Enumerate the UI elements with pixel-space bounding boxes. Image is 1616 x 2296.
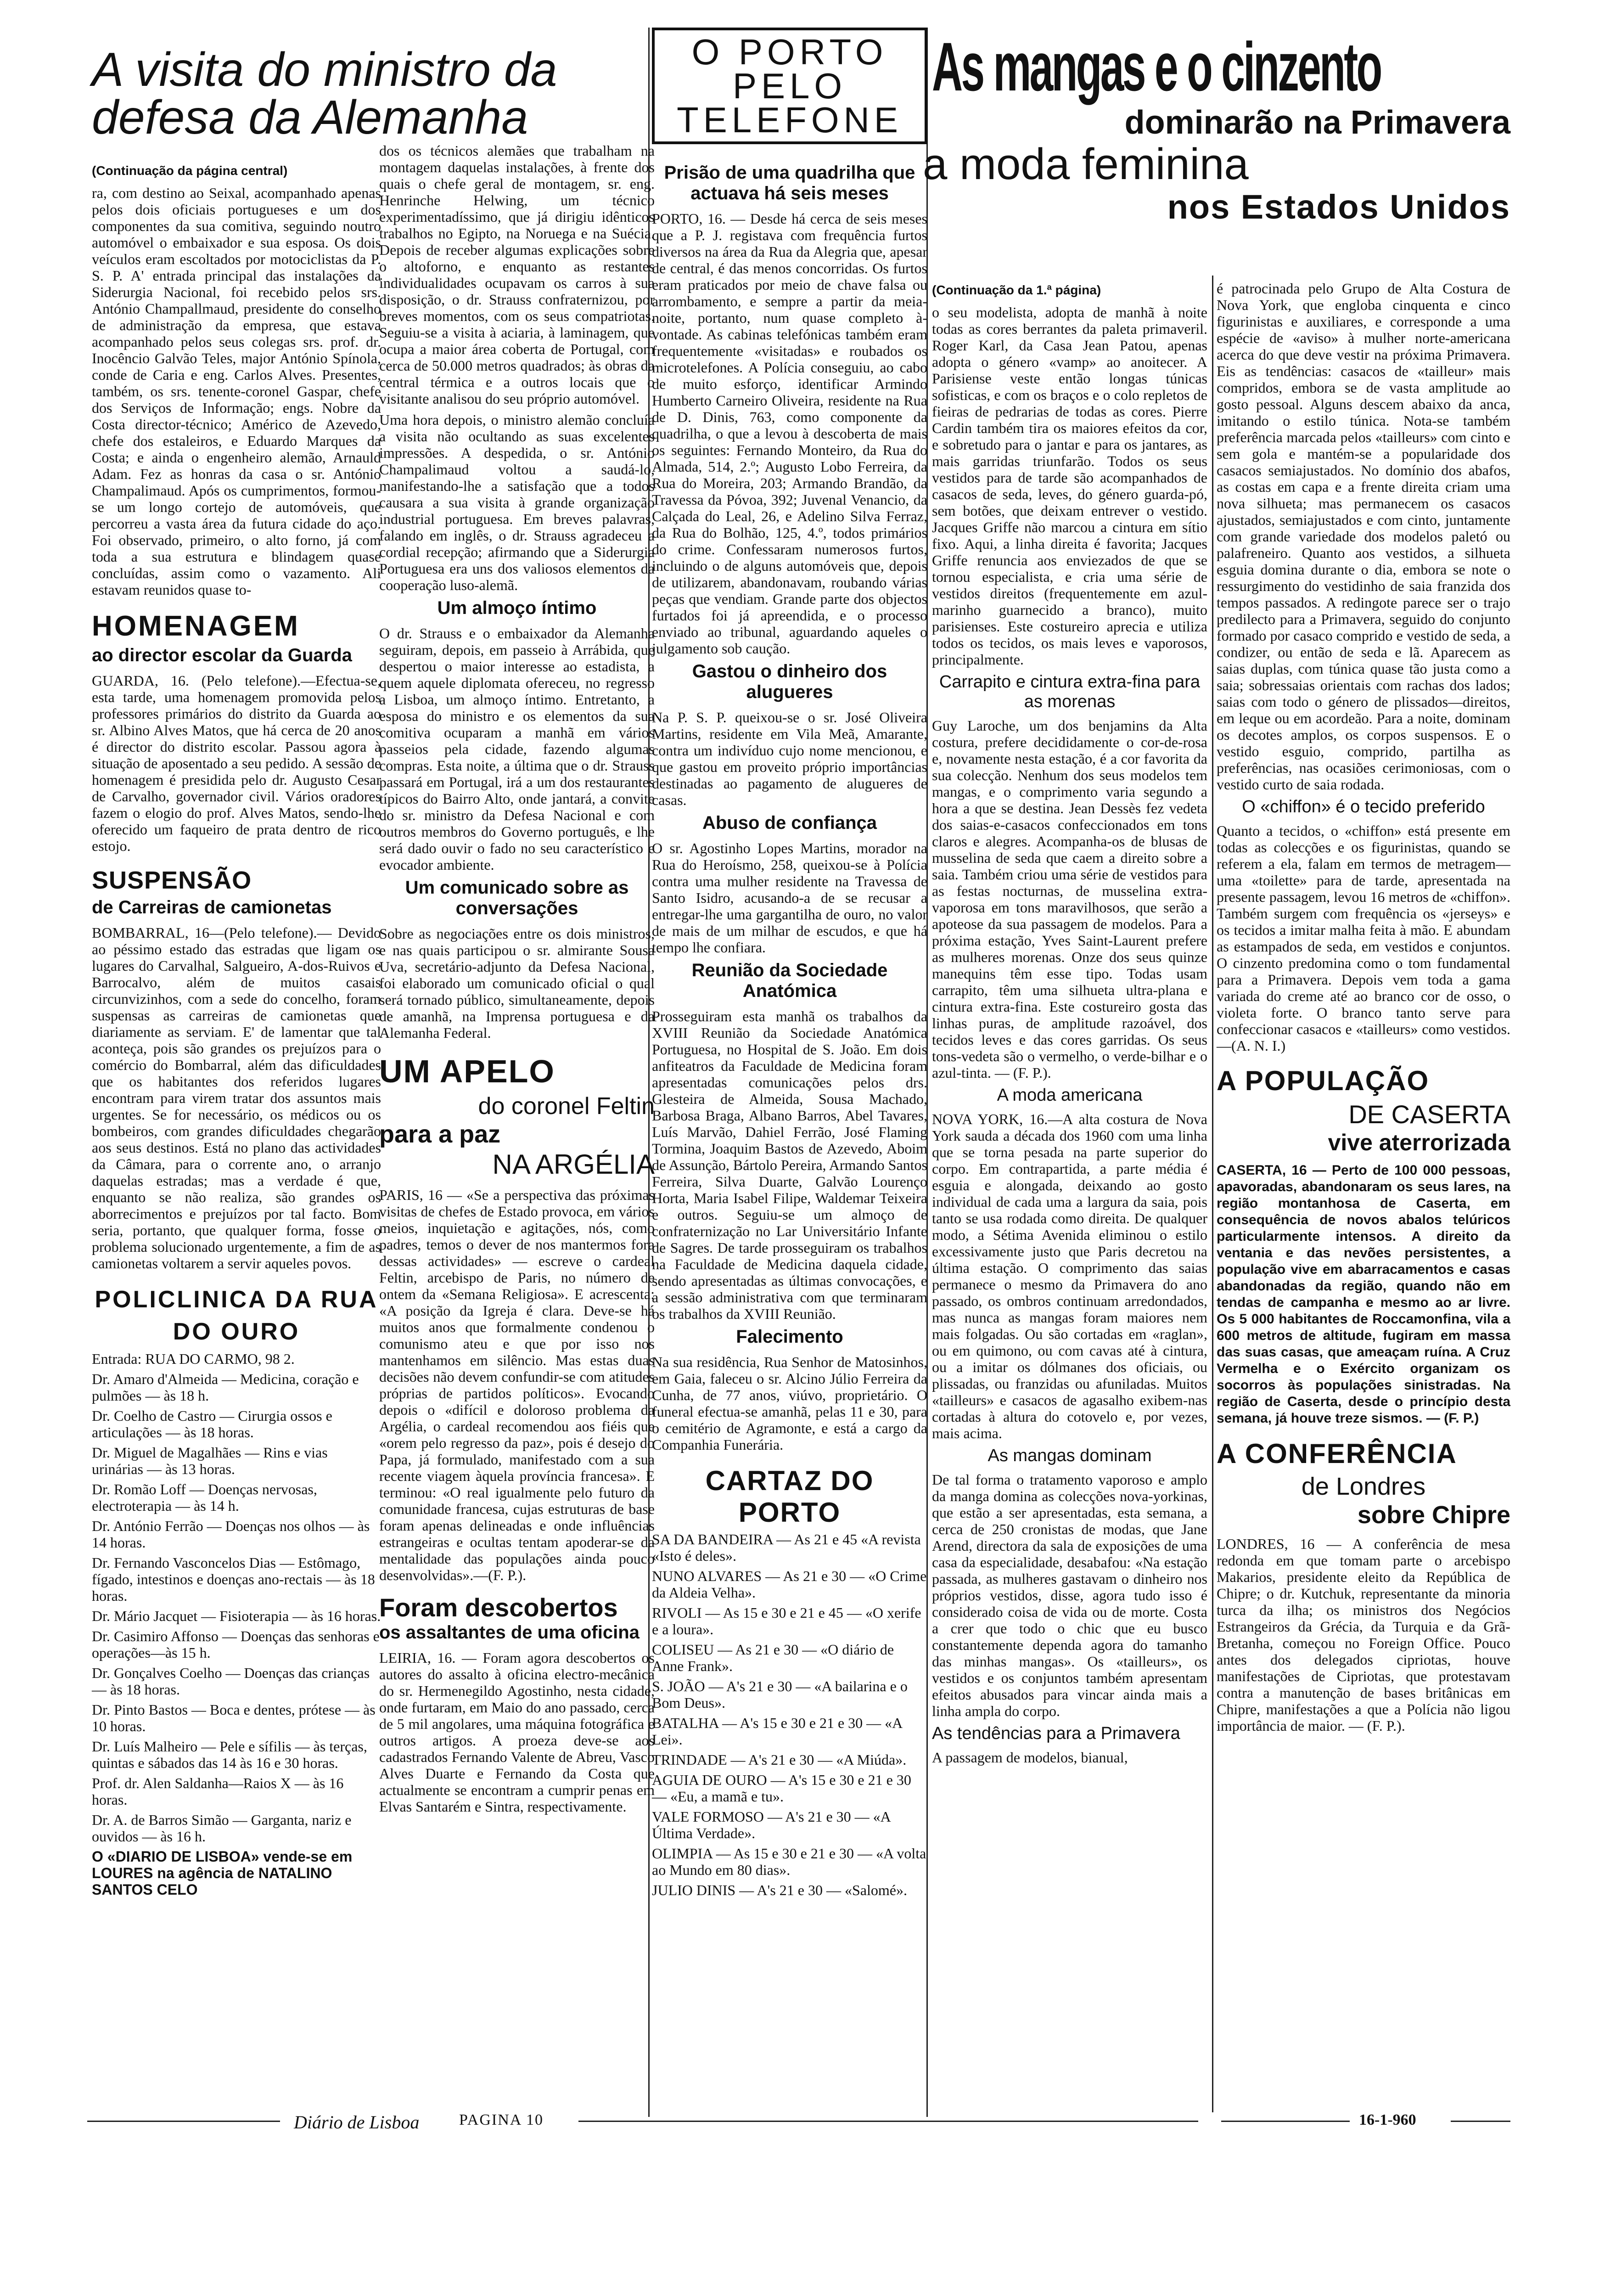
falecimento-text: Na sua residência, Rua Senhor de Matosinhos, em Gaia, faleceu o sr. Alcino Júlio Ferreira da Cunha, de 77 anos, viúvo, proprietário. O funeral efectua-se amanhã, pelas 11 e 30, para o cemitério de Agramonte, e está a cargo da Companhia Funerária. [652, 1354, 927, 1453]
doctor-item: Prof. dr. Alen Saldanha—Raios X — às 16 horas. [92, 1775, 344, 1808]
comunicado-text: Sobre as negociações entre os dois ministros, e nas quais participou o sr. almirante Sousa Uva, secretário-adjunto da Defesa Nacional, foi elaborado um comunicado oficial o qual será tornado público, simultaneamente, depois de amanhã, na Imprensa portuguesa e da Alemanha Federal. [379, 925, 655, 1041]
column-2 [379, 142, 655, 2245]
cartaz-item: JULIO DINIS — A's 21 e 30 — «Salomé». [652, 1882, 907, 1898]
mangas-text: De tal forma o tratamento vaporoso e amplo da manga domina as colecções nova-yorkinas, que estão a ser apresentadas, esta semana, a cerca de 250 cronistas de modas, que Jane Arend, directora da sala de exposições de uma casa da especialidade, desabafou: «Na estação passada, as mulheres gastavam o dinheiro nos próprios vestidos, disse, agora tudo isso é considerado coisa de vida ou de morte. Costa a crer que todo o chic que eu busco constantemente dependa agora do tamanho das minhas mangas». Os «tailleurs», os vestidos e os conjuntos também apresentam efeitos abusados para vincar ainda mais a linha ampla do corpo. [932, 1471, 1207, 1719]
tendencias-title: As tendências para a Primavera [932, 1724, 1180, 1743]
cartaz-item: TRINDADE — A's 21 e 30 — «A Miúda». [652, 1751, 907, 1768]
fashion-headline: As mangas e o cinzento [932, 28, 1381, 105]
footer-page-number: PAGINA 10 [459, 2111, 544, 2128]
cartaz-item: SA DA BANDEIRA — As 21 e 45 «A revista «Isto é deles». [652, 1531, 921, 1564]
doctor-item: Dr. António Ferrão — Doenças nos olhos — às 14 horas. [92, 1518, 370, 1551]
populacao-text: CASERTA, 16 — Perto de 100 000 pessoas, apavoradas, abandonaram os seus lares, na região montanhosa de Caserta, em consequência de novos abalos telúricos particularmente intensos. A direito da ventania e das nevões persistentes, a população vive em abarracamentos e casas abandonadas da região, quando não em tendas de campanha e mesmo ao ar livre. Os 5 000 habitantes de Roccamonfina, vila a 600 metros de altitude, fugiram em massa das suas casas, que ameaçam ruína. A Cruz Vermelha e o Exército organizam os socorros às populações sinistradas. Na região de Caserta, desde o princípio desta semana, já houve treze sismos. — (F. P.) [1217, 1163, 1510, 1426]
doctor-item: Dr. Mário Jacquet — Fisioterapia — às 16 horas. [92, 1608, 381, 1624]
cartaz-item: S. JOÃO — A's 21 e 30 — «A bailarina e o Bom Deus». [652, 1678, 908, 1711]
populacao-title: A POPULAÇÃO [1217, 1065, 1430, 1096]
fashion-headline-2: dominarão na Primavera [1124, 104, 1510, 141]
headline-visita: A visita do ministro da defesa da Alemanha [92, 43, 557, 144]
apelo-text: PARIS, 16 — «Se a perspectiva das próximas visitas de chefes de Estado provoca, em vários meios, inquietação e agitações, nós, como padres, temos o dever de nos mantermos fora dessas actividades» — escreve o cardeal Feltin, arcebispo de Paris, no número de ontem da «Semana Religiosa». E acrescenta: «A posição da Igreja é clara. Deve-se há muitos anos que formalmente condenou o comunismo ateu e que por isso nos mantenhamos em silêncio. Mas estas duas decisões não devem confundir-se com atitudes próprias de partidos políticos». Evocando depois o «difícil e doloroso problema da Argélia, o cardeal recomendou aos fiéis que «orem pelo regresso da paz», pois é desejo do Papa, já formulado, manifestado com a sua recente viagem àquela província francesa». E terminou: «O real igualmente pelo futuro da comunidade francesa, cujas estruturas de base foram apenas delineadas e onde influências estrangeiras e ocultas tentam apoderar-se da mentalidade das populações ainda pouco desenvolvidas».—(F. P.). [379, 1187, 655, 1583]
doctor-item: Dr. Fernando Vasconcelos Dias — Estômago, fígado, intestinos e doenças ano-rectais — às 18 horas. [92, 1554, 375, 1604]
diario-note: O «DIARIO DE LISBOA» vende-se em LOURES na agência de NATALINO SANTOS CELO [92, 1848, 353, 1898]
apelo-subtitle-3: NA ARGÉLIA [492, 1149, 655, 1180]
suspensao-text: BOMBARRAL, 16—(Pelo telefone).— Devido ao péssimo estado das estradas que ligam os lugares do Carvalhal, Salgueiro, A-dos-Ruivos e Barrocalvo, além de muitos casais circunvizinhos, com a sede do concelho, foram suspensas as carreiras de camionetas que diariamente as serviam. E' de lamentar que tal aconteça, pois são grandes os prejuízos para o comércio do Bombarral, além das dificuldades que os habitantes dos referidos lugares encontram para virem tratar dos assuntos mais urgentes. Se for necessário, os médicos ou os bombeiros, com grandes dificuldades chegarão aos seus destinos. Está no plano das actividades da Câmara, para o corrente ano, o arranjo daquelas estradas; mas a verdade é que, enquanto se não realiza, são grandes os aborrecimentos e prejuízos por tal facto. Bom seria, portanto, que qualquer forma, fosse o problema solucionado urgentemente, a fim de as camionetas voltarem a servir aqueles povos. [92, 924, 381, 1272]
almoco-title: Um almoço íntimo [437, 598, 597, 618]
continuation-note: (Continuação da página central) [92, 163, 288, 178]
conferencia-text: LONDRES, 16 — A conferência de mesa redonda em que tomam parte o arcebispo Makarios, presidente eleito da República de Chipre; o dr. Kutchuk, representante da minoria turca da ilha; os ministros dos Negócios Estrangeiros da Grécia, da Turquia e da Grã-Bretanha, começou no Foreign Office. Pouco antes dos delegados cipriotas, houve manifestações de Cipriotas, que protestavam contra a manutenção de bases britânicas em Chipre, manifestações a que a Polícia não ligou importância de maior. — (F. P.). [1217, 1536, 1510, 1734]
doctor-item: Dr. Gonçalves Coelho — Doenças das crianças — às 18 horas. [92, 1665, 370, 1698]
homenagem-title: HOMENAGEM [92, 610, 300, 642]
apelo-subtitle: do coronel Feltin [478, 1093, 655, 1120]
prisao-text: PORTO, 16. — Desde há cerca de seis meses que a P. J. registava com frequência furtos diversos na área da Rua da Alegria que, apesar de central, é das menos concorridas. Os furtos eram praticados por meio de chave falsa ou arrombamento, e sempre a partir da meia-noite, portanto, num quase completo à-vontade. As cabinas telefónicas também eram frequentemente «visitadas» e roubados os microtelefones. A Polícia conseguiu, ao cabo de muito esforço, identificar Armindo Humberto Carneiro Oliveira, residente na Rua de D. Dinis, 763, como componente da quadrilha, o que a levou à descoberta de mais os seguintes: Fernando Monteiro, da Rua do Almada, 514, 2.º; Augusto Lobo Ferreira, da Rua do Moreira, 203; Armando Brandão, da Travessa da Póvoa, 392; Juvenal Venancio, da Calçada do Leal, 26, e Adelino Silva Ferraz, da Rua do Bolhão, 125, 4.º, todos primários do crime. Confessaram numerosos furtos, incluindo o de alguns automóveis que, depois de utilizarem, abandonavam, roubando várias peças que vendiam. Grande parte dos objectos furtados foi já apreendida, e o processo enviado ao tribunal, aguardando aqueles o julgamento sob caução. [652, 210, 927, 657]
americana-title: A moda americana [997, 1086, 1143, 1105]
falecimento-title: Falecimento [736, 1327, 843, 1347]
chiffon-title: O «chiffon» é o tecido preferido [1242, 797, 1485, 816]
almoco-text: O dr. Strauss e o embaixador da Alemanha seguiram, depois, em passeio à Arrábida, que despertou o maior interesse ao estadista, a quem aquele diplomata ofereceu, no regresso a Lisboa, um almoço íntimo. Entretanto, a esposa do ministro e os elementos da sua comitiva ocuparam a manhã em vários passeios pela cidade, fazendo algumas compras. Esta noite, a última que o dr. Strauss passará em Portugal, irá a um dos restaurantes típicos do Bairro Alto, onde jantará, a convite do sr. ministro da Defesa Nacional e com outros membros do Governo português, e lhe será dado ouvir o fado no seu característico e evocador ambiente. [379, 625, 655, 873]
article-visita-continued: dos os técnicos alemães que trabalham na montagem daquelas instalações, à frente dos quais o chefe geral de montagem, sr. eng. Henrinche Helwing, um técnico experimentadíssimo, que já dirigiu idênticos trabalhos no Egipto, na Noruega e na Suécia. Depois de receber algumas explicações sobre o altoforno, e enquanto as restantes individualidades ocupavam os carros à sua disposição, o dr. Strauss confraternizou, por breves momentos, com os seus compatriotas. Seguiu-se a visita à aciaria, à laminagem, que ocupa a maior área coberta de Portugal, com cerca de 50.000 metros quadrados; às obras da central térmica e a outros locais que o visitante analisou do seu próprio automóvel. [379, 142, 655, 407]
populacao-subtitle-2: vive aterrorizada [1328, 1130, 1510, 1155]
conferencia-title: A CONFERÊNCIA [1217, 1438, 1457, 1469]
conferencia-subtitle-2: sobre Chipre [1357, 1501, 1510, 1529]
tendencias-text: A passagem de modelos, bianual, [932, 1749, 1128, 1766]
foram-title: Foram descobertos [379, 1593, 618, 1622]
doctor-item: Dr. Casimiro Affonso — Doenças das senhoras e operações—às 15 h. [92, 1628, 380, 1661]
cartaz-item: COLISEU — As 21 e 30 — «O diário de Anne Frank». [652, 1641, 894, 1674]
foram-subtitle: os assaltantes de uma oficina [379, 1622, 640, 1643]
fashion-continuation: (Continuação da 1.ª página) [932, 283, 1101, 297]
cartaz-item: BATALHA — A's 15 e 30 e 21 e 30 — «A Lei». [652, 1715, 902, 1748]
fashion-headline-4: nos Estados Unidos [1167, 188, 1510, 226]
cartaz-item: AGUIA DE OURO — A's 15 e 30 e 21 e 30 — «Eu, a mamã e tu». [652, 1772, 911, 1805]
abuso-text: O sr. Agostinho Lopes Martins, morador na Rua do Heroísmo, 258, queixou-se à Polícia contra uma mulher residente na Travessa de Santo Isidro, acusando-a de se recusar a entregar-lhe uma gargantilha de ouro, no valor de mais de um milhar de escudos, e que há tempo lhe confiara. [652, 840, 927, 956]
fashion-text: o seu modelista, adopta de manhã à noite todas as cores berrantes da paleta primaveril. Roger Karl, da Casa Jean Patou, apenas adopta o género «vamp» ao anoitecer. A Parisiense veste então longas túnicas sofisticas, e com os braços e o colo repletos de fieiras de pedrarias de todas as cores. Pierre Cardin também tira os maiores efeitos da cor, e sobretudo para o jantar e para os jantares, as mais garridas triunfarão. Todos os seus vestidos para de tarde são acompanhados de casacos de seda, leves, do género guarda-pó, sem botões, que deixam entrever o vestido. Jacques Griffe não marcou a cintura em sítio fixo. Aqui, a linha direita é favorita; Jacques Griffe renuncia aos enviezados de que se tornou especialista, e cria uma série de vestidos direitos (frequentemente em azul-marinho guarnecido a branco), muito parisienses. Este costureiro aprecia e utiliza todos os tecidos, os mais leves e vaporosos, principalmente. [932, 304, 1207, 668]
article-visita-continued-2: Uma hora depois, o ministro alemão concluía a visita não ocultando as suas excelentes impressões. A despedida, o sr. António Champalimaud voltou a saudá-lo, manifestando-lhe a satisfação que a todos causara a sua visita à grande organização industrial portuguesa. Em breves palavras, falando em inglês, o dr. Strauss agradeceu a cordial recepção; afirmando que a Siderurgia Portuguesa era uns dos valiosos elementos da cooperação luso-alemã. [379, 411, 655, 593]
fashion-text-continued: é patrocinada pelo Grupo de Alta Costura de Nova York, que engloba cinquenta e cinco figurinistas e auxiliares, e corresponde a uma espécie de «aviso» à mulher norte-americana acerca do que deve vestir na próxima Primavera. Eis as tendências: casacos de «tailleur» mais compridos, embora se de vasta amplitude ao gosto pessoal. Alguns descem abaixo da anca, imitando o estilo túnica. Nota-se também preferência marcada pelos «tailleurs» com cinto e sem gola e mantém-se a popularidade dos casacos semiajustados. No domínio dos abafos, as costas em capa e a frente direita criam uma nova silhueta; mas permanecem os casacos ajustados, semiajustados e com cinto, juntamente com grande variedade dos modelos paletó ou palafreneiro. Quanto aos vestidos, a silhueta esguia domina durante o dia, embora se note o ressurgimento do vestidinho de saia franzida dos tempos passados. A redingote parece ser o trajo predilecto para a Primavera, seguido do conjunto formado por casaco comprido e vestido de seda, a condizer, ou então de seda e lã. Aparecem as saias duplas, com túnica quase tão justa como a saia; sobressaias orientais com rachas dos lados; saias com todo o género de plissados—direitos, em leque ou em acordeão. Para a noite, dominam os decotes amplos, os corpos suspensos. E o vestido esguio, comprido, partilha as preferências, nas ocasiões cerimoniosas, com o vestido curto de saia rodada. [1217, 280, 1510, 793]
doctor-item: Dr. Coelho de Castro — Cirurgia ossos e articulações — às 18 horas. [92, 1407, 332, 1441]
suspensao-title: SUSPENSÃO [92, 867, 252, 894]
gastou-text: Na P. S. P. queixou-se o sr. José Oliveira Martins, residente em Vila Meã, Amarante, contra um indivíduo cujo nome mencionou, e que gastou em proveito próprio importâncias destinadas ao pagamento de alugueres de casas. [652, 709, 927, 808]
chiffon-text: Quanto a tecidos, o «chiffon» está presente em todas as colecções e os figurinistas, quando se referem a ela, falam em termos de metragem—uma «toilette» para de tarde, apresentada na presente passagem, levou 16 metros de «chiffon». Também surgem com frequência os «jerseys» e os tecidos a imitar malha feita à mão. E abundam as estampados de seda, em vestidos e conjuntos. O cinzento predomina como o tom fundamental para a Primavera. Depois vem toda a gama variada do creme até ao branco cor de osso, o violeta forte. O branco tanto serve para confeccionar casacos e «tailleurs» como vestidos.—(A. N. I.) [1217, 822, 1510, 1054]
doctor-item: Dr. Luís Malheiro — Pele e sífilis — às terças, quintas e sábados das 14 às 16 e 30 horas. [92, 1738, 367, 1771]
policlinica-title: POLICLINICA DA RUA DO OURO [95, 1286, 378, 1345]
footer-masthead: Diário de Lisboa [294, 2112, 420, 2133]
prisao-title: Prisão de uma quadrilha que actuava há seis meses [664, 163, 915, 203]
cartaz-item: VALE FORMOSO — A's 21 e 30 — «A Última Verdade». [652, 1808, 891, 1841]
footer-rule [578, 2121, 1198, 2122]
footer-rule [87, 2121, 280, 2122]
cartaz-item: OLIMPIA — As 15 e 30 e 21 e 30 — «A volta ao Mundo em 80 dias». [652, 1845, 926, 1878]
porto-telefone-box: O PORTO PELO TELEFONE [652, 28, 927, 144]
footer-rule [1451, 2121, 1510, 2122]
article-visita-text: ra, com destino ao Seixal, acompanhado apenas pelos dois oficiais portugueses e um dos componentes da sua comitiva, seguindo noutro automóvel o embaixador e sua esposa. Os dois veículos eram escoltados por motociclistas da P. S. P. A' entrada principal das instalações da Siderurgia Nacional, foi recebido pelos srs. António Champallmaud, presidente do conselho de administração da empresa, que estava acompanhado pelos seus colegas srs. prof. dr. Inocêncio Galvão Teles, major António Spínola, conde de Caria e eng. Carlos Alves. Presentes, também, os srs. tenente-coronel Gaspar, chefe dos Serviços de Informação; engs. Nobre da Costa director-técnico; Américo de Azevedo, chefe dos estaleiros, e Eduardo Marques da Costa; e ainda o engenheiro alemão, Arnauld Adam. Fez as honras da casa o sr. António Champalimaud. Após os cumprimentos, formou-se um longo cortejo de automóveis, que percorreu a vasta área da futura cidade do aço. Foi observado, primeiro, o alto forno, já com toda a sua estrutura e blindagem quase concluídas, assim como o vazamento. Ali estavam reunidos quase to- [92, 185, 381, 598]
homenagem-text: GUARDA, 16. (Pelo telefone).—Efectua-se, esta tarde, uma homenagem promovida pelos professores primários do distrito da Guarda ao sr. Albino Alves Matos, que há cerca de 20 anos é director do distrito escolar. Passou agora à situação de aposentado a seu pedido. A sessão de homenagem é presidida pelo dr. Augusto Cesar de Carvalho, governador civil. Vários oradores fazem o elogio do prof. Alves Matos, sendo-lhe oferecido um faqueiro de prata dentro de rico estojo. [92, 672, 381, 854]
cartaz-item: RIVOLI — As 15 e 30 e 21 e 45 — «O xerife e a loura». [652, 1604, 921, 1638]
footer-date: 16-1-960 [1359, 2111, 1416, 2128]
comunicado-title: Um comunicado sobre as conversações [405, 878, 629, 918]
doctor-item: Dr. Romão Loff — Doenças nervosas, electroterapia — às 14 h. [92, 1481, 317, 1514]
column-rule [1212, 276, 1213, 2112]
fashion-headline-block [923, 28, 1510, 226]
column-3 [652, 28, 927, 2131]
column-5 [1217, 280, 1510, 2296]
column-4 [932, 280, 1207, 2296]
doctor-item: Dr. Amaro d'Almeida — Medicina, coração e pulmões — às 18 h. [92, 1371, 359, 1404]
fashion-headline-3: a moda feminina [923, 140, 1249, 189]
americana-text: NOVA YORK, 16.—A alta costura de Nova York sauda a década dos 1960 com uma linha que se torna pesada na parte superior do corpo. Em contrapartida, a parte média é esguia e alongada, deixando ao gosto individual de cada uma a largura da saia, pois tanto se usa rodada como direita. De qualquer modo, a Sétima Avenida eliminou o estilo excessivamente justo que Paris decretou na última estação. O comprimento das saias permanece o mesmo da Primavera do ano passado, os ombros continuam arredondados, mas nunca as mangas foram maiores nem mais folgadas. Ou são cortadas em «raglan», ou em quimono, ou com cavas até à cintura, ou a imitar os dólmanes dos oficiais, ou plissadas, ou franzidas ou afuniladas. Muitos «tailleurs» e casacos de agasalho exibem-nas cortadas à altura do cotovelo e, por vezes, mais acima. [932, 1111, 1207, 1441]
populacao-subtitle: DE CASERTA [1348, 1100, 1510, 1129]
mangas-title: As mangas dominam [988, 1446, 1152, 1465]
cartaz-title: CARTAZ DO PORTO [705, 1465, 874, 1528]
foram-text: LEIRIA, 16. — Foram agora descobertos os autores do assalto à oficina electro-mecânica do sr. Hermenegildo Agostinho, nesta cidade, onde furtaram, em Maio do ano passado, cerca de 5 mil angolares, uma máquina fotográfica e outros artigos. A proeza deve-se aos cadastrados Fernando Valente de Abreu, Vasco Alves Duarte e Fernando da Costa que actualmente se encontram a cumprir penas em Elvas Santarém e Sintra, respectivamente. [379, 1649, 655, 1815]
doctor-item: Dr. Pinto Bastos — Boca e dentes, prótese — às 10 horas. [92, 1701, 376, 1734]
suspensao-subtitle: de Carreiras de camionetas [92, 897, 332, 917]
doctor-item: Dr. Miguel de Magalhães — Rins e vias urinárias — às 13 horas. [92, 1444, 328, 1477]
policlinica-entry: Entrada: RUA DO CARMO, 98 2. [92, 1351, 295, 1367]
reuniao-text: Prosseguiram esta manhã os trabalhos da XVIII Reunião da Sociedade Anatómica Portuguesa, no Hospital de S. João. Em dois anfiteatros da Faculdade de Medicina foram apresentadas comunicações pelos drs. Glesteira de Almeida, Sousa Machado, Barbosa Braga, Albano Barros, Abel Tavares, Luís Marvão, Dahiel Ferrão, José Flaming Tormina, Joaquim Bastos de Azevedo, Aboim de Assunção, Bártolo Pereira, Armando Santos Ferreira, Silva Duarte, Galvão Lourenço Horta, Maria Isabel Filipe, Waldemar Teixeira e outros. Seguiu-se um almoço de confraternização no Lar Universitário Infante de Sagres. De tarde prosseguiram os trabalhos na Faculdade de Medicina daquela cidade, sendo apresentadas as últimas convocações, e a sessão administrativa com que terminaram os trabalhos da XVIII Reunião. [652, 1008, 927, 1322]
apelo-subtitle-2: para a paz [379, 1120, 501, 1148]
doctor-item: Dr. A. de Barros Simão — Garganta, nariz e ouvidos — às 16 h. [92, 1812, 352, 1845]
abuso-title: Abuso de confiança [702, 813, 877, 833]
gastou-title: Gastou o dinheiro dos alugueres [692, 661, 887, 702]
homenagem-subtitle: ao director escolar da Guarda [92, 645, 352, 665]
conferencia-subtitle: de Londres [1301, 1473, 1426, 1500]
reuniao-title: Reunião da Sociedade Anatómica [691, 960, 888, 1001]
apelo-title: UM APELO [379, 1053, 555, 1089]
footer-rule [1221, 2121, 1350, 2122]
carrapito-title: Carrapito e cintura extra-fina para as morenas [939, 672, 1201, 711]
carrapito-text: Guy Laroche, um dos benjamins da Alta costura, prefere decididamente o cor-de-rosa e, novamente nesta estação, é a cor favorita da sua colecção. Nenhum dos seus modelos tem mangas, e o comprimento varia segundo a hora a que se destina. Jean Dessès fez vedeta dos saias-e-casacos confeccionados em tons claros e alegres. Acompanha-os de blusas de musselina de seda que caem a direito sobre a saia. Também criou uma série de vestidos para as festas nocturnas, de musselina extra-vaporosa em tons maravilhosos, que serão a apoteose da sua passagem de modelos. Para a próxima estação, Yves Saint-Laurent prefere as mulheres morenas. Onze dos seus quinze manequins têm esse tipo. Todas usam carrapito, têm uma silhueta ultra-plana e cintura extra-fina. Este costureiro gosta das linhas puras, de amplitude razoável, dos tecidos leves e das cores garridas. Os seus tons-vedeta são o vermelho, o verde-bilhar e o azul-tinta. — (F. P.). [932, 717, 1207, 1081]
cartaz-item: NUNO ALVARES — As 21 e 30 — «O Crime da Aldeia Velha». [652, 1568, 927, 1601]
